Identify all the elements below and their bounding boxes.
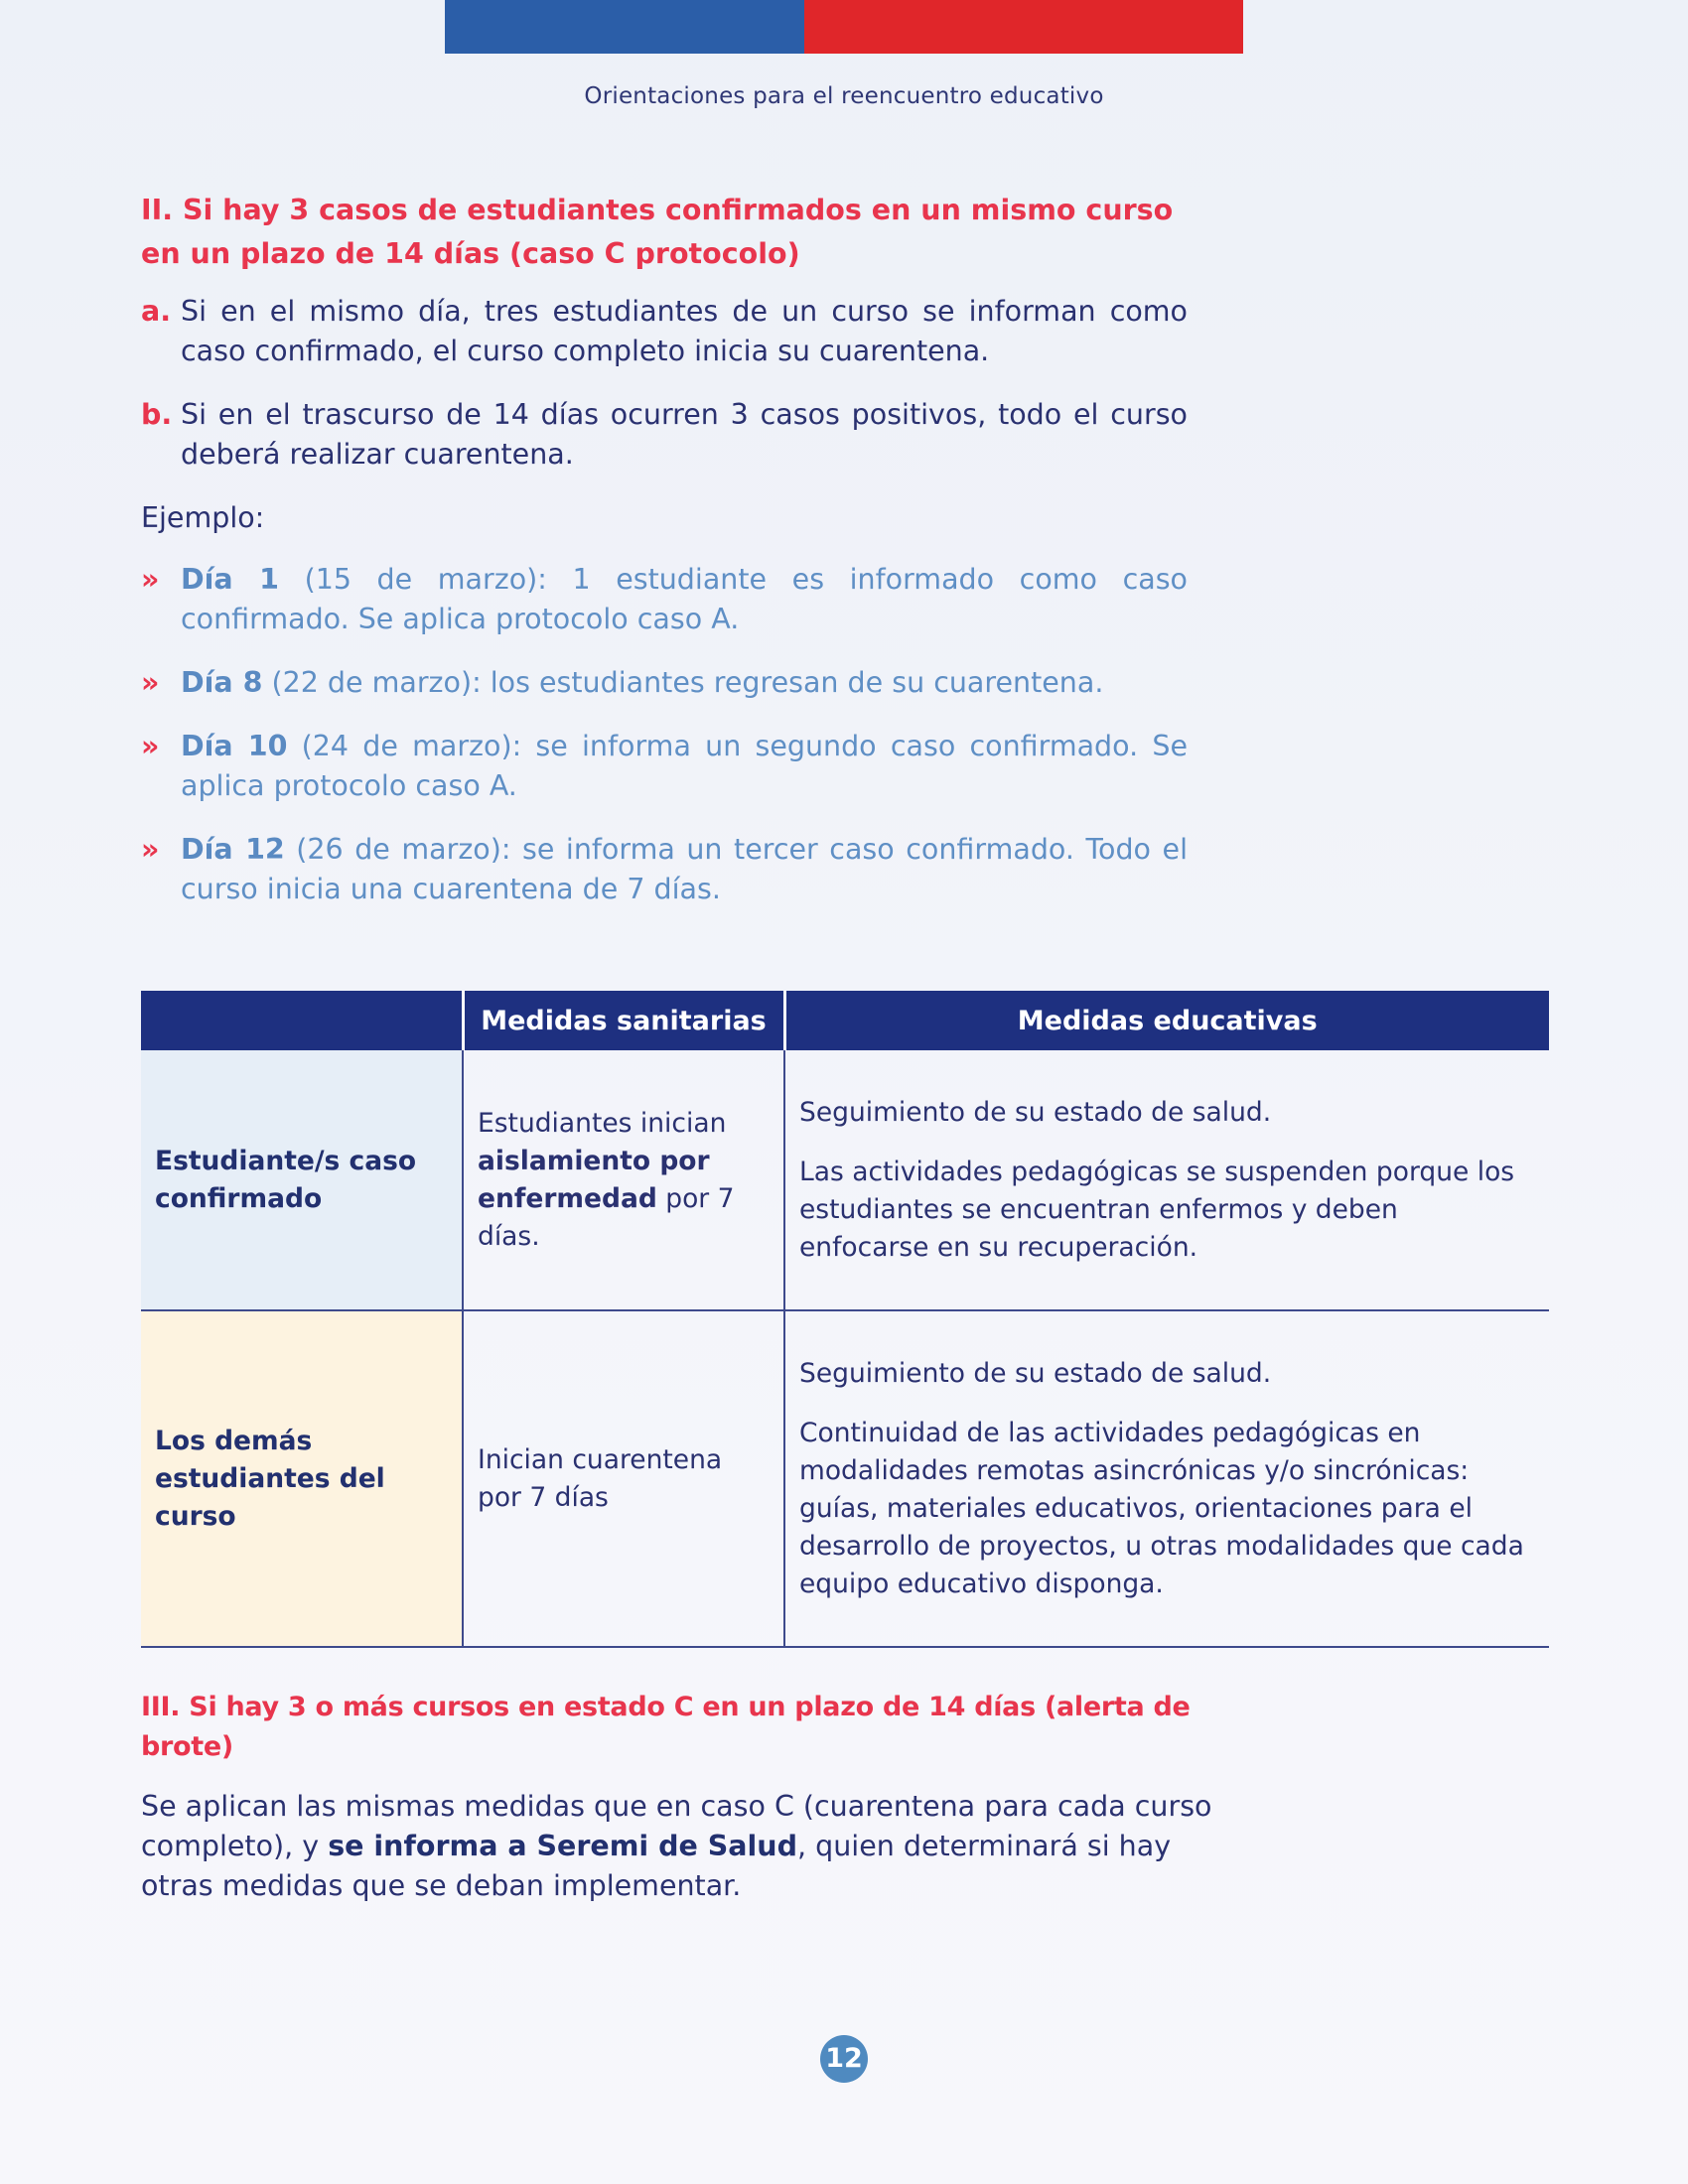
row-label: Los demás estudiantes del curso [141,1310,463,1647]
section-iii [141,1688,1213,1906]
example-text: (22 de marzo): los estudiantes regresan de su cuarentena. [262,666,1104,699]
educational-cell [784,1310,1549,1647]
table-header-cell: Medidas educativas [784,991,1549,1050]
educational-paragraph: Seguimiento de su estado de salud. [799,1357,1272,1389]
example-label: Ejemplo: [141,501,265,534]
educational-cell [784,1050,1549,1310]
main-content [141,189,1188,933]
example-day: Día 10 [181,730,288,762]
example-item [141,560,1188,639]
list-item-text: Si en el trascurso de 14 días ocurren 3 casos positivos, todo el curso deberá realizar cuarentena. [181,398,1188,471]
example-item [141,663,1188,703]
example-day: Día 8 [181,666,263,699]
section-iii-title: III. Si hay 3 o más cursos en estado C en un plazo de 14 días (alerta de brote) [141,1692,1191,1762]
paragraph-text: , quien determinará si hay otras medidas que se deban implementar. [141,1830,1172,1902]
list-marker: b. [141,398,173,431]
measures-table [141,991,1549,1648]
protocol-list [141,292,1188,475]
chevron-double-right-icon: » [141,833,160,866]
table-header-cell [141,991,463,1050]
educational-paragraph: Las actividades pedagógicas se suspenden porque los estudiantes se encuentran enfermos y deben enfocarse en su recuperación. [799,1156,1515,1263]
sanitary-cell [463,1050,784,1310]
row-label: Estudiante/s caso confirmado [141,1050,463,1310]
paragraph-emphasis: se informa a Seremi de Salud [328,1830,797,1862]
sanitary-text: Estudiantes inician [478,1107,727,1139]
flag-stripe [445,0,1243,54]
list-marker: a. [141,295,172,328]
sanitary-text: por 7 días. [478,1182,735,1252]
chevron-double-right-icon: » [141,730,160,762]
paragraph-text: Se aplican las mismas medidas que en caso C (cuarentena para cada curso completo), y [141,1790,1212,1862]
table-header-row [141,991,1549,1050]
flag-blue-stripe [445,0,804,54]
educational-paragraph: Continuidad de las actividades pedagógicas en modalidades remotas asincrónicas y/o sincrónicas: guías, materiales educativos, orientaciones para el desarrollo de proyectos, u otras modalidades que cada equipo educativo disponga. [799,1417,1524,1599]
educational-paragraph: Seguimiento de su estado de salud. [799,1096,1272,1128]
list-item [141,395,1188,475]
table-header-cell: Medidas sanitarias [463,991,784,1050]
example-day: Día 1 [181,563,279,596]
chevron-double-right-icon: » [141,563,160,596]
section-iii-paragraph [141,1787,1213,1906]
table-row [141,1310,1549,1647]
list-item-text: Si en el mismo día, tres estudiantes de un curso se informan como caso confirmado, el curso completo inicia su cuarentena. [181,295,1188,367]
section-ii-title: II. Si hay 3 casos de estudiantes confirmados en un mismo curso en un plazo de 14 días (caso C protocolo) [141,194,1174,270]
sanitary-cell: Inician cuarentena por 7 días [463,1310,784,1647]
example-item [141,830,1188,909]
chevron-double-right-icon: » [141,666,160,699]
list-item [141,292,1188,371]
table-row [141,1050,1549,1310]
flag-red-stripe [804,0,1243,54]
sanitary-emphasis: aislamiento por enfermedad [478,1145,710,1214]
example-list [141,560,1188,909]
running-header: Orientaciones para el reencuentro educativo [584,83,1104,109]
page-number-badge: 12 [820,2035,868,2083]
example-item [141,727,1188,806]
example-text: (26 de marzo): se informa un tercer caso confirmado. Todo el curso inicia una cuarentena de 7 días. [181,833,1188,905]
example-text: (24 de marzo): se informa un segundo caso confirmado. Se aplica protocolo caso A. [181,730,1189,802]
example-day: Día 12 [181,833,285,866]
example-text: (15 de marzo): 1 estudiante es informado como caso confirmado. Se aplica protocolo caso A. [181,563,1188,635]
